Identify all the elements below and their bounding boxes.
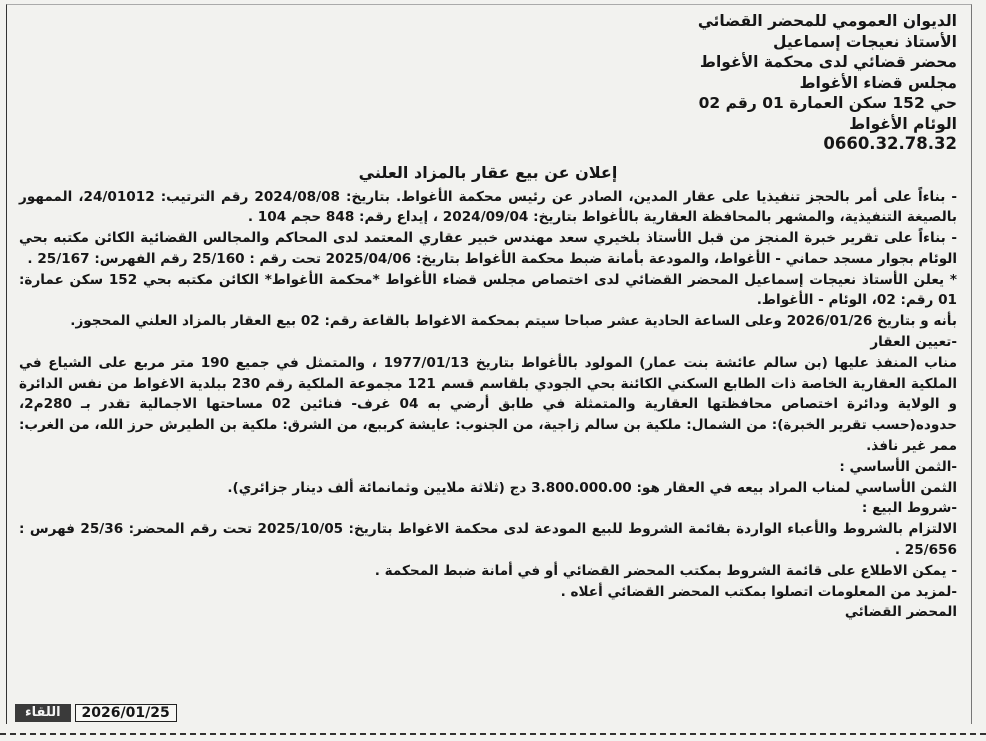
paragraph-expert-report: - بناءاً على تقرير خبرة المنجز من قبل الأستاذ بلخيري سعد مهندس خبير عقاري المعتمد لدى المحاكم والمجالس القضائية الكائن مكتبه بحي الوئام بجوار مسجد حماني - الأغواط، والمودعة بأمانة ضبط محكمة الأغواط بتاريخ: 2025/04/06 تحت رقم : 25/160 رقم الفهرس: 25/167 .	[19, 230, 957, 267]
notice-headline: إعلان عن بيع عقار بالمزاد العلني	[358, 162, 618, 182]
paragraph-property-description: مناب المنفذ عليها (بن سالم عائشة بنت عمار) المولود بالأغواط بتاريخ 1977/01/13 ، والمتمثل في جميع 190 متر مربع على الشياع في الملكية العقارية الخاصة ذات الطابع السكني الكائنة بحي الجودي بلقاسم قسم 121 مجموعة الملكية رقم 230 ببلدية الاغواط من نفس الدائرة و الولاية ودائرة اختصاص محافظتها العقارية والمتمثلة في طابق أرضي به 04 غرف- فنائين 02 مساحتها الاجمالية تقدر بـ 280م2، حدوده(حسب تقرير الخبرة): من الشمال: ملكية بن سالم زاجية، من الجنوب: عايشة كرببع، من الشرق: ملكية بن الطيرش حرز الله، من الغرب: ممر غير نافذ.	[19, 354, 957, 455]
notice-body	[19, 187, 957, 624]
judicial-council: مجلس قضاء الأغواط	[799, 73, 957, 92]
paragraph-announcement: * يعلن الأستاذ نعيجات إسماعيل المحضر القضائي لدى اختصاص مجلس قضاء الأغواط *محكمة الأغواط* الكائن مكتبه بحي 152 سكن عمارة: 01 رقم: 02، الوئام - الأغواط.	[19, 271, 957, 309]
signature-label: المحضر القضائي	[844, 604, 957, 621]
publisher-name: اللقاء	[15, 704, 71, 722]
paragraph-consultation: - يمكن الاطلاع على قائمة الشروط بمكتب المحضر القضائي أو في أمانة ضبط المحكمة .	[374, 562, 957, 579]
office-phone: 0660.32.78.32	[823, 134, 957, 153]
publication-footer	[15, 704, 177, 722]
notice-box	[6, 4, 972, 724]
paragraph-sale-conditions: الالتزام بالشروط والأعباء الواردة بقائمة الشروط للبيع المودعة لدى محكمة الاغواط بتاريخ: 2025/10/05 تحت رقم المحضر: 25/36 فهرس : 25/656 .	[19, 521, 958, 559]
paragraph-contact: -لمزيد من المعلومات اتصلوا بمكتب المحضر القضائي أعلاه .	[560, 583, 957, 600]
bailiff-court: محضر قضائي لدى محكمة الأغواط	[699, 53, 957, 71]
section-title-base-price: -الثمن الأساسي :	[839, 458, 957, 475]
cut-line	[0, 733, 986, 735]
section-title-property: -تعيين العقار	[870, 334, 957, 351]
paragraph-seizure-order: - بناءاً على أمر بالحجز تنفيذيا على عقار المدين، الصادر عن رئيس محكمة الأغواط. بتاريخ: 2024/08/08 رقم الترتيب: 24/01012، الممهور بالصيغة التنفيذية، والمشهر بالمحافظة العقارية بالأغواط بتاريخ: 2024/09/04 ، إيداع رقم: 848 حجم 104 .	[19, 188, 957, 226]
bailiff-name: الأستاذ نعيجات إسماعيل	[773, 32, 957, 51]
office-address: حي 152 سكن العمارة 01 رقم 02	[698, 94, 957, 112]
publication-date: 2026/01/25	[75, 704, 177, 722]
section-title-sale-conditions: -شروط البيع :	[861, 500, 957, 517]
office-city: الوئام الأغواط	[849, 114, 957, 133]
paragraph-base-price: الثمن الأساسي لمناب المراد بيعه في العقار هو: 3.800.000.00 دج (ثلاثة ملايين وثمانمائة ألف دينار جزائري).	[227, 479, 957, 496]
header-block	[19, 11, 957, 155]
paragraph-sale-date: بأنه و بتاريخ 2026/01/26 وعلى الساعة الحادية عشر صباحا سيتم بمحكمة الاغواط بالقاعة رقم: 02 بيع العقار بالمزاد العلني المحجوز.	[70, 313, 957, 330]
office-title: الديوان العمومي للمحضر القضائي	[697, 12, 957, 30]
